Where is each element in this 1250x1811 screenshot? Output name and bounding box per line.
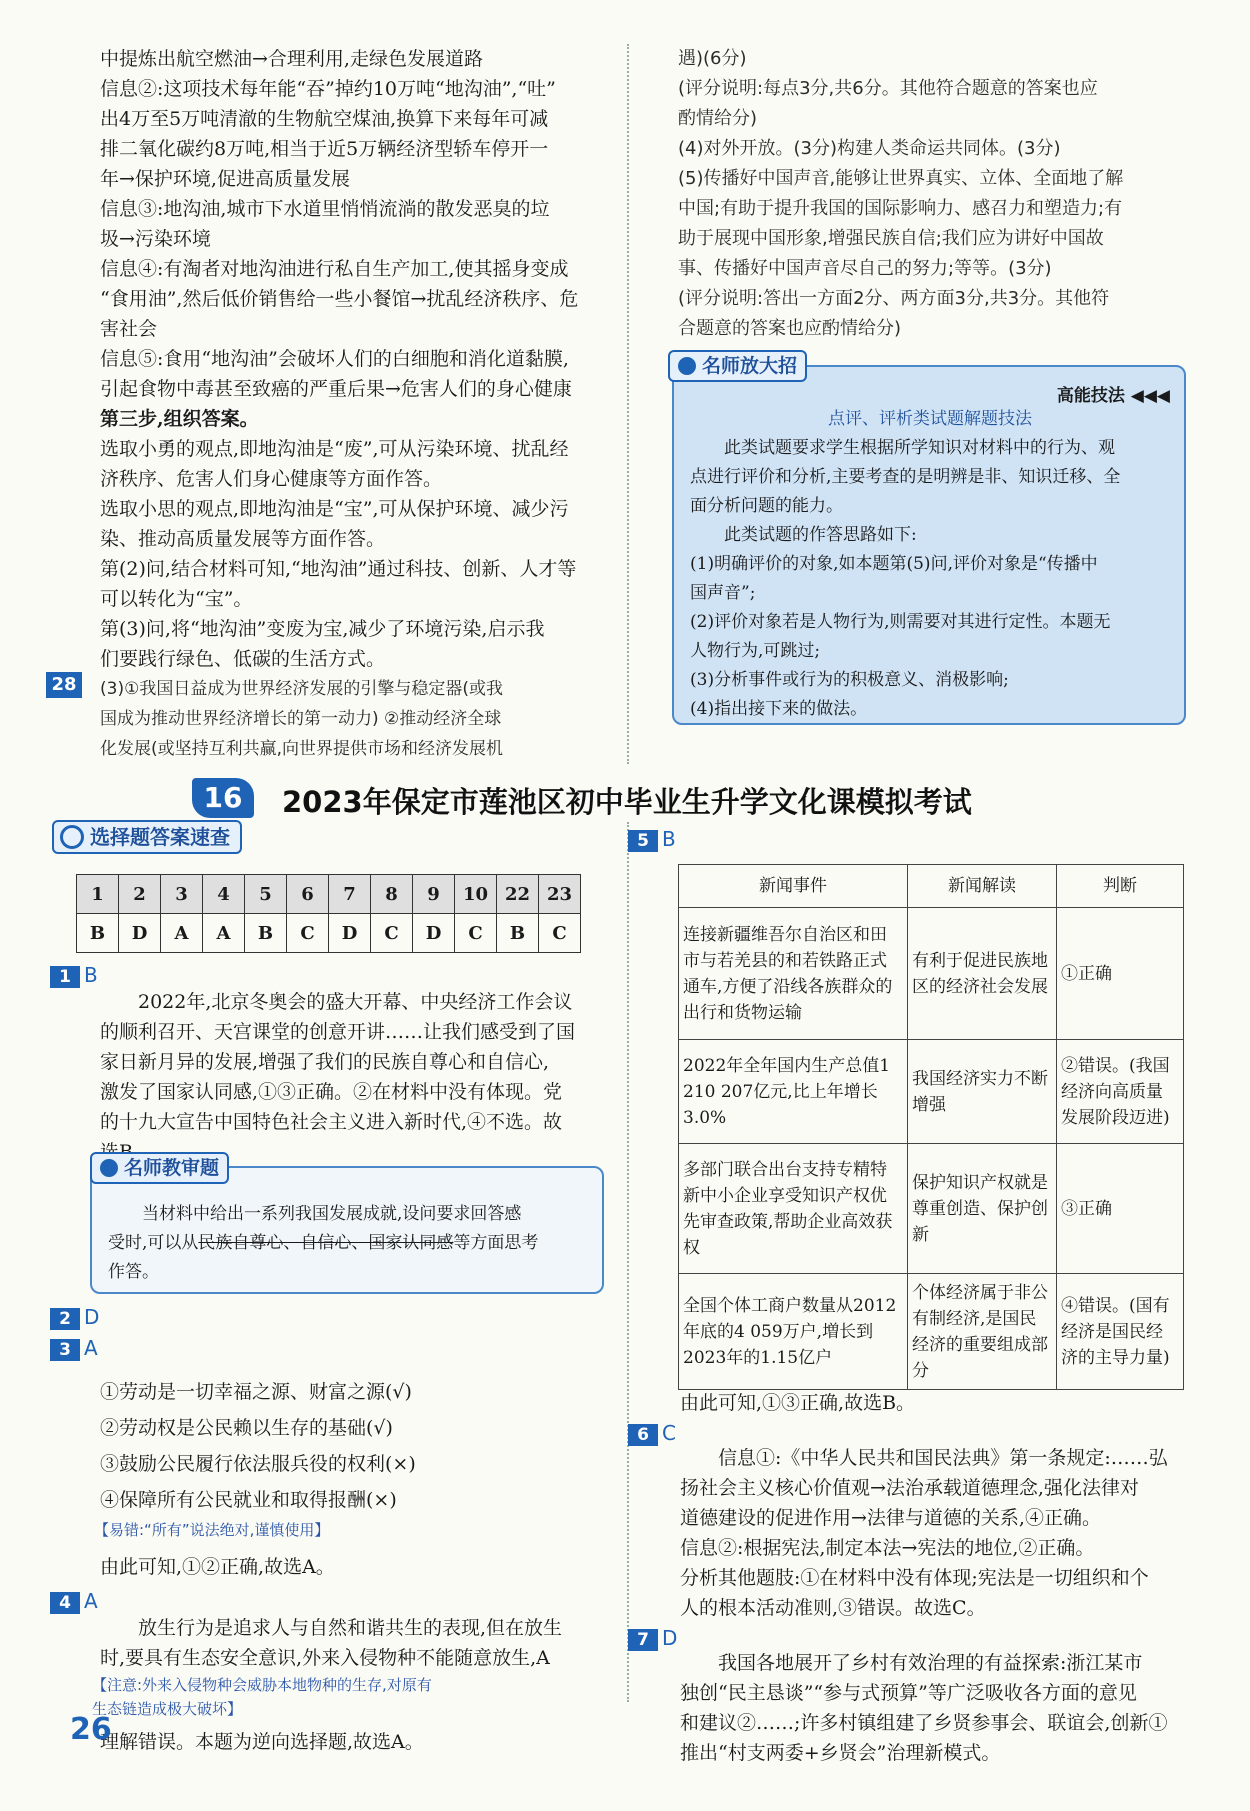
- q6-line: 扬社会主义核心价值观→法治承载道德理念,强化法律对: [680, 1477, 1139, 1499]
- answer-letter: D: [413, 914, 455, 953]
- news-event: 全国个体工商户数量从2012年底的4 059万户,増长到2023年的1.15亿户: [679, 1274, 908, 1390]
- review-tip-text: 等方面思考: [453, 1233, 539, 1253]
- q4-line: 放生行为是追求人与自然和谐共生的表现,但在放生: [138, 1617, 563, 1639]
- answer-section-label: [52, 820, 242, 854]
- answer-letter: A: [161, 914, 203, 953]
- tip-label-review: [90, 1152, 229, 1184]
- text-line: 第(2)问,结合材料可知,“地沟油”通过科技、创新、人才等: [100, 558, 577, 580]
- tip-line: 面分析问题的能力。: [690, 496, 843, 516]
- right-top-text: [678, 44, 1198, 344]
- handwritten-line: (4)对外开放。(3分)构建人类命运共同体。(3分): [678, 138, 1061, 159]
- text-line: 第(3)问,将“地沟油”变废为宝,减少了环境污染,启示我: [100, 618, 545, 640]
- answer-table-row-answers: [77, 914, 581, 953]
- tip-line: (1)明确评价的对象,如本题第(5)问,评价对象是“传播中: [690, 554, 1098, 574]
- q7-number: 7: [628, 1629, 658, 1651]
- answer-number: 8: [371, 875, 413, 914]
- q6-line: 道德建设的促进作用→法律与道德的关系,④正确。: [680, 1507, 1101, 1529]
- news-row: [679, 1144, 1184, 1274]
- answer-letter: A: [203, 914, 245, 953]
- teacher-icon: [678, 357, 696, 375]
- answer-number: 6: [287, 875, 329, 914]
- step-heading: 第三步,组织答案。: [100, 408, 259, 430]
- news-row: [679, 1274, 1184, 1390]
- q1-line: 激发了国家认同感,①③正确。②在材料中没有体现。党: [100, 1081, 563, 1103]
- q1-answer: B: [84, 963, 98, 987]
- answer-number: 1: [77, 875, 119, 914]
- q6-line: 人的根本活动准则,③错误。故选C。: [680, 1597, 986, 1619]
- text-line: 年→保护环境,促进高质量发展: [100, 168, 350, 190]
- handwritten-line: (评分说明:答出一方面2分、两方面3分,共3分。其他符: [678, 288, 1110, 309]
- review-tip-line: 作答。: [108, 1262, 159, 1282]
- review-tip-line: [108, 1229, 598, 1258]
- text-line: 济秩序、危害人们身心健康等方面作答。: [100, 468, 443, 490]
- answer-letter: B: [77, 914, 119, 953]
- handwritten-line: 中国;有助于提升我国的国际影响力、感召力和塑造力;有: [678, 198, 1123, 219]
- review-tip-content: [108, 1200, 598, 1287]
- q6-answer: C: [662, 1421, 676, 1445]
- tip-label-text: 名师放大招: [702, 355, 798, 377]
- left-top-text: [100, 44, 620, 764]
- handwritten-line: (评分说明:每点3分,共6分。其他符合题意的答案也应: [678, 78, 1098, 99]
- handwritten-line: 助于展现中国形象,增强民族自信;我们应为讲好中国故: [678, 228, 1104, 249]
- exam-number-badge: 16: [192, 778, 254, 818]
- q4-answer: A: [84, 1589, 98, 1613]
- q7-line: 和建议②……;许多村镇组建了乡贤参事会、联谊会,创新①: [680, 1712, 1168, 1734]
- news-header-cell: 新闻解读: [908, 865, 1057, 908]
- q7-answer: D: [662, 1626, 678, 1650]
- text-line: 染、推动高质量发展等方面作答。: [100, 528, 386, 550]
- answer-table-row-numbers: [77, 875, 581, 914]
- news-judgement: ①正确: [1057, 908, 1184, 1040]
- q1-number: 1: [50, 966, 80, 988]
- review-tip-highlight: 民族自尊心、自信心、国家认同感: [198, 1233, 454, 1253]
- answer-section-text: 选择题答案速查: [90, 825, 230, 849]
- q2-number: 2: [50, 1308, 80, 1330]
- answer-letter: C: [455, 914, 497, 953]
- answer-letter: C: [371, 914, 413, 953]
- handwritten-line: 酌情给分): [678, 108, 758, 129]
- q6-line: 信息②:根据宪法,制定本法→宪法的地位,②正确。: [680, 1537, 1095, 1559]
- q7-line: 我国各地展开了乡村有效治理的有益探索:浙江某市: [718, 1652, 1143, 1674]
- tip-line: 此类试题的作答思路如下:: [724, 525, 917, 545]
- q3-note: 【易错:“所有”说法绝对,谨慎使用】: [94, 1521, 330, 1539]
- text-line: 们要践行绿色、低碳的生活方式。: [100, 648, 386, 670]
- q3-item: ④保障所有公民就业和取得报酬(×): [100, 1489, 397, 1511]
- answer-number: 5: [245, 875, 287, 914]
- q4-note: 【注意:外来入侵物种会威胁本地物种的生存,对原有: [92, 1676, 432, 1694]
- text-line: 信息③:地沟油,城市下水道里悄悄流淌的散发恶臭的垃: [100, 198, 550, 220]
- q2-3-block: [50, 1302, 620, 1757]
- news-event: 多部门联合出台支持专精特新中小企业享受知识产权优先审查政策,帮助企业高效获权: [679, 1144, 908, 1274]
- right-bottom-text: [628, 1388, 1198, 1768]
- handwritten-line: 国成为推动世界经济增长的第一动力) ②推动经济全球: [100, 709, 502, 729]
- news-interpretation: 有利于促进民族地区的经济社会发展: [908, 908, 1057, 1040]
- news-table-header: [679, 865, 1184, 908]
- answer-number: 3: [161, 875, 203, 914]
- news-header-cell: 新闻事件: [679, 865, 908, 908]
- text-line: 出4万至5万吨清澈的生物航空煤油,换算下来每年可减: [100, 108, 549, 130]
- answer-letter: C: [287, 914, 329, 953]
- text-line: 信息②:这项技术每年能“吞”掉约10万吨“地沟油”,“吐”: [100, 78, 556, 100]
- text-line: 信息⑤:食用“地沟油”会破坏人们的白细胞和消化道黏膜,: [100, 348, 569, 370]
- teacher-icon: [100, 1159, 118, 1177]
- news-row: [679, 908, 1184, 1040]
- review-tip-text: 受时,可以从: [108, 1233, 199, 1253]
- page-number: 26: [70, 1712, 112, 1747]
- handwritten-line: 合题意的答案也应酌情给分): [678, 318, 902, 339]
- news-table: [678, 864, 1184, 1390]
- text-line: 圾→污染环境: [100, 228, 211, 250]
- tip-right-label: 高能技法 ◀◀◀: [1056, 386, 1170, 406]
- answer-number: 7: [329, 875, 371, 914]
- tip-line: (2)评价对象若是人物行为,则需要对其进行定性。本题无: [690, 612, 1111, 632]
- text-line: 引起食物中毒甚至致癌的严重后果→危害人们的身心健康: [100, 378, 572, 400]
- q1-block: [50, 960, 620, 1167]
- handwritten-line: 化发展(或坚持互利共赢,向世界提供市场和经济发展机: [100, 739, 504, 759]
- tip-line: 人物行为,可跳过;: [690, 641, 821, 661]
- q2-answer: D: [84, 1305, 100, 1329]
- q5-header: [628, 824, 676, 855]
- answer-number: 2: [119, 875, 161, 914]
- tip-subtitle: 点评、评析类试题解题技法: [828, 409, 1032, 429]
- handwritten-line: (3)①我国日益成为世界经济发展的引擎与稳定器(或我: [100, 679, 503, 699]
- text-line: 信息④:有淘者对地沟油进行私自生产加工,使其摇身变成: [100, 258, 569, 280]
- q4-number: 4: [50, 1592, 80, 1614]
- q6-line: 信息①:《中华人民共和国民法典》第一条规定:……弘: [718, 1447, 1168, 1469]
- answer-letter: B: [497, 914, 539, 953]
- q3-item: ①劳动是一切幸福之源、财富之源(√): [100, 1381, 412, 1403]
- news-event: 2022年全年国内生产总值1 210 207亿元,比上年增长3.0%: [679, 1040, 908, 1144]
- q7-line: 推出“村支两委+乡贤会”治理新模式。: [680, 1742, 1001, 1764]
- text-line: 可以转化为“宝”。: [100, 588, 253, 610]
- tip-line: 国声音”;: [690, 583, 756, 603]
- q3-item: ③鼓励公民履行依法服兵役的权利(×): [100, 1453, 416, 1475]
- answer-table: [76, 874, 581, 953]
- tip-label-text: 名师教审题: [124, 1157, 220, 1179]
- q4-line: 理解错误。本题为逆向选择题,故选A。: [100, 1731, 424, 1753]
- exam-title: 2023年保定市莲池区初中毕业生升学文化课模拟考试: [282, 785, 972, 819]
- q6-number: 6: [628, 1424, 658, 1446]
- tip-content: [690, 382, 1170, 724]
- q4-line: 时,要具有生态安全意识,外来入侵物种不能随意放生,A: [100, 1647, 550, 1669]
- answer-number: 23: [539, 875, 581, 914]
- search-icon: [60, 825, 84, 849]
- text-line: “食用油”,然后低价销售给一些小餐馆→扰乱经济秩序、危: [100, 288, 579, 310]
- question-28-marker: 28: [46, 672, 82, 698]
- q3-number: 3: [50, 1339, 80, 1361]
- q1-line: 的十九大宣告中国特色社会主义进入新时代,④不选。故: [100, 1111, 563, 1133]
- q3-conclusion: 由此可知,①②正确,故选A。: [100, 1556, 335, 1578]
- handwritten-line: 遇)(6分): [678, 48, 747, 69]
- news-judgement: ②错误。(我国经济向高质量发展阶段迈进): [1057, 1040, 1184, 1144]
- q1-line: 的顺利召开、天宫课堂的创意开讲……让我们感受到了国: [100, 1021, 576, 1043]
- text-line: 害社会: [100, 318, 158, 340]
- news-interpretation: 保护知识产权就是尊重创造、保护创新: [908, 1144, 1057, 1274]
- handwritten-line: 事、传播好中国声音尽自己的努力;等等。(3分): [678, 258, 1052, 279]
- answer-letter: B: [245, 914, 287, 953]
- q5-conclusion: 由此可知,①③正确,故选B。: [680, 1392, 916, 1414]
- tip-label-master: [668, 350, 807, 382]
- text-line: 选取小思的观点,即地沟油是“宝”,可从保护环境、减少污: [100, 498, 569, 520]
- review-tip-line: 当材料中给出一系列我国发展成就,设问要求回答感: [142, 1204, 522, 1224]
- text-line: 中提炼出航空燃油→合理利用,走绿色发展道路: [100, 48, 483, 70]
- tip-line: 点进行评价和分析,主要考查的是明辨是非、知识迁移、全: [690, 467, 1121, 487]
- tip-line: (4)指出接下来的做法。: [690, 699, 868, 719]
- news-header-cell: 判断: [1057, 865, 1184, 908]
- handwritten-line: (5)传播好中国声音,能够让世界真实、立体、全面地了解: [678, 168, 1124, 189]
- q5-answer: B: [662, 827, 676, 851]
- news-interpretation: 我国经济实力不断增强: [908, 1040, 1057, 1144]
- answer-number: 9: [413, 875, 455, 914]
- answer-number: 22: [497, 875, 539, 914]
- news-interpretation: 个体经济属于非公有制经济,是国民经济的重要组成部分: [908, 1274, 1057, 1390]
- news-row: [679, 1040, 1184, 1144]
- column-divider: [627, 44, 629, 764]
- news-event: 连接新疆维吾尔自治区和田市与若羌县的和若铁路正式通车,方便了沿线各族群众的出行和货物运输: [679, 908, 908, 1040]
- answer-number: 10: [455, 875, 497, 914]
- q7-line: 独创“民主恳谈”“参与式预算”等广泛吸收各方面的意见: [680, 1682, 1137, 1704]
- news-judgement: ③正确: [1057, 1144, 1184, 1274]
- news-judgement: ④错误。(国有经济是国民经济的主导力量): [1057, 1274, 1184, 1390]
- q3-item: ②劳动权是公民赖以生存的基础(√): [100, 1417, 393, 1439]
- tip-line: (3)分析事件或行为的积极意义、消极影响;: [690, 670, 1009, 690]
- q1-line: 家日新月异的发展,增强了我们的民族自尊心和自信心,: [100, 1051, 550, 1073]
- q5-number: 5: [628, 830, 658, 852]
- q4-note: 生态链造成极大破坏】: [92, 1700, 243, 1718]
- text-line: 选取小勇的观点,即地沟油是“废”,可从污染环境、扰乱经: [100, 438, 569, 460]
- q1-line: 2022年,北京冬奥会的盛大开幕、中央经济工作会议: [138, 991, 573, 1013]
- q6-line: 分析其他题肢:①在材料中没有体现;宪法是一切组织和个: [680, 1567, 1149, 1589]
- answer-letter: D: [119, 914, 161, 953]
- answer-letter: D: [329, 914, 371, 953]
- answer-number: 4: [203, 875, 245, 914]
- text-line: 排二氧化碳约8万吨,相当于近5万辆经济型轿车停开一: [100, 138, 549, 160]
- answer-letter: C: [539, 914, 581, 953]
- q3-answer: A: [84, 1336, 98, 1360]
- tip-line: 此类试题要求学生根据所学知识对材料中的行为、观: [724, 438, 1115, 458]
